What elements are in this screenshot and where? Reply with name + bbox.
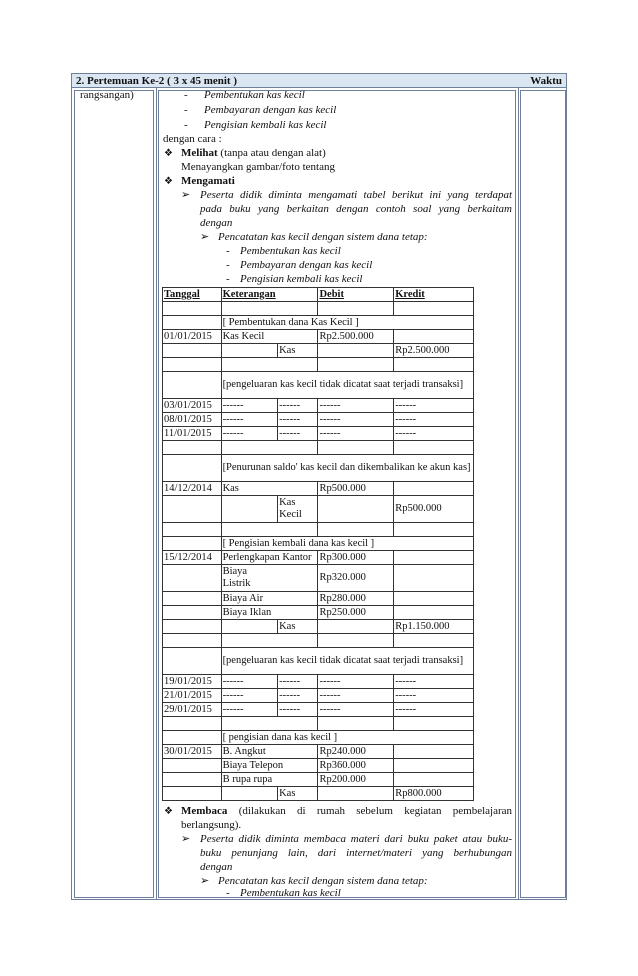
- section-label: [ pengisian dana kas kecil ]: [221, 731, 473, 745]
- cell-date: 14/12/2014: [163, 482, 222, 496]
- dash-bullet: -: [226, 259, 230, 271]
- mengamati-sub: Pencatatan kas kecil dengan sistem dana tetap:: [218, 231, 428, 243]
- waktu-header: Waktu: [530, 75, 562, 87]
- cell-keterangan: Kas: [278, 344, 318, 358]
- cell-dash: ------: [221, 675, 278, 689]
- section-label: [Penurunan saldo' kas kecil dan dikembalikan ke akun kas]: [221, 455, 473, 482]
- cell-debit: Rp360.000: [318, 759, 394, 773]
- membaca-label: Membaca: [181, 805, 228, 817]
- table-row: [163, 675, 474, 689]
- cell-dash: ------: [318, 399, 394, 413]
- membaca-text-2: buku penunjang lain, dari internet/materi yang berhubungan: [200, 847, 512, 859]
- cell-dash: ------: [221, 689, 278, 703]
- table-row: [163, 413, 474, 427]
- table-header-row: [71, 73, 567, 88]
- table-row: [163, 703, 474, 717]
- cell-debit: Rp320.000: [318, 565, 394, 592]
- cell-kredit: Rp2.500.000: [394, 344, 474, 358]
- mengamati-item: Pengisian kembali kas kecil: [240, 273, 363, 285]
- table-row: [163, 787, 474, 801]
- cell-dash: ------: [318, 703, 394, 717]
- table-row: [163, 441, 474, 455]
- waktu-cell-border: [520, 90, 566, 898]
- table-row: [163, 648, 474, 675]
- arrow-bullet-icon: ➢: [200, 875, 210, 887]
- melihat-line: [181, 147, 326, 160]
- membaca-text-1: Peserta didik diminta membaca materi dari buku paket atau buku-: [200, 833, 512, 845]
- table-row: [163, 455, 474, 482]
- cell-date: 15/12/2014: [163, 551, 222, 565]
- cell-date: 29/01/2015: [163, 703, 222, 717]
- table-row: [163, 717, 474, 731]
- membaca-rest: (dilakukan di rumah sebelum kegiatan pembelajaran: [227, 805, 512, 817]
- table-row: [163, 330, 474, 344]
- section-label: [pengeluaran kas kecil tidak dicatat saat terjadi transaksi]: [221, 372, 473, 399]
- table-row: [163, 302, 474, 316]
- cell-dash: ------: [278, 427, 318, 441]
- table-row: [163, 551, 474, 565]
- diamond-bullet-icon: ❖: [164, 148, 173, 159]
- column-divider-2: [518, 88, 519, 899]
- melihat-label: Melihat: [181, 147, 218, 159]
- cell-debit: Rp300.000: [318, 551, 394, 565]
- section-label: [ Pengisian kembali dana kas kecil ]: [221, 537, 473, 551]
- cell-dash: ------: [221, 427, 278, 441]
- arrow-bullet-icon: ➢: [181, 189, 191, 201]
- table-row: [163, 372, 474, 399]
- mengamati-label: Mengamati: [181, 175, 235, 187]
- cell-date: 03/01/2015: [163, 399, 222, 413]
- cell-debit: Rp2.500.000: [318, 330, 394, 344]
- cell-kredit: Rp500.000: [394, 496, 474, 523]
- membaca-item: Pembentukan kas kecil: [240, 887, 341, 899]
- table-header: [163, 288, 474, 302]
- membaca-line: [181, 805, 512, 818]
- table-row: [163, 689, 474, 703]
- melihat-rest: (tanpa atau dengan alat): [217, 147, 326, 159]
- cell-date: 01/01/2015: [163, 330, 222, 344]
- cell-keterangan: Kas Kecil: [278, 496, 318, 523]
- cell-kredit: Rp1.150.000: [394, 620, 474, 634]
- left-cell-border: [74, 90, 154, 898]
- cell-keterangan: Kas: [221, 482, 318, 496]
- section-label: [ Pembentukan dana Kas Kecil ]: [221, 316, 473, 330]
- table-row: [163, 773, 474, 787]
- table-row: [163, 745, 474, 759]
- arrow-bullet-icon: ➢: [181, 833, 191, 845]
- cell-keterangan: Kas: [278, 787, 318, 801]
- cell-keterangan: Biaya Listrik: [221, 565, 318, 592]
- mengamati-item: Pembayaran dengan kas kecil: [240, 259, 373, 271]
- diamond-bullet-icon: ❖: [164, 806, 173, 817]
- membaca-text-3: dengan: [200, 861, 233, 873]
- table-row: [163, 565, 474, 592]
- dash-bullet: -: [226, 245, 230, 257]
- cell-dash: ------: [318, 413, 394, 427]
- header-keterangan: Keterangan: [221, 288, 318, 302]
- table-row: [163, 537, 474, 551]
- section-label: [pengeluaran kas kecil tidak dicatat saat terjadi transaksi]: [221, 648, 473, 675]
- melihat-desc: Menayangkan gambar/foto tentang: [181, 161, 335, 173]
- mengamati-text-2: pada buku yang berkaitan dengan contoh soal yang berkaitam: [200, 203, 512, 215]
- cell-dash: ------: [394, 427, 474, 441]
- mengamati-text-1: Peserta didik diminta mengamati tabel berikut ini yang terdapat: [200, 189, 512, 201]
- cell-keterangan: Biaya Telepon: [221, 759, 318, 773]
- cell-dash: ------: [394, 413, 474, 427]
- header-tanggal: Tanggal: [163, 288, 222, 302]
- cell-debit: Rp280.000: [318, 592, 394, 606]
- cell-keterangan: Perlengkapan Kantor: [221, 551, 318, 565]
- table-row: [163, 731, 474, 745]
- intro-item: Pembentukan kas kecil: [204, 89, 305, 101]
- header-kredit: Kredit: [394, 288, 474, 302]
- table-row: [163, 316, 474, 330]
- table-row: [163, 399, 474, 413]
- cell-dash: ------: [394, 703, 474, 717]
- cell-debit: Rp250.000: [318, 606, 394, 620]
- dash-bullet: -: [226, 273, 230, 285]
- table-row: [163, 344, 474, 358]
- dash-bullet: -: [184, 104, 188, 116]
- cell-dash: ------: [278, 675, 318, 689]
- session-title: 2. Pertemuan Ke-2 ( 3 x 45 menit ): [76, 75, 237, 87]
- membaca-rest-2: berlangsung).: [181, 819, 242, 831]
- dash-bullet: -: [184, 119, 188, 131]
- table-row: [163, 482, 474, 496]
- intro-item: Pengisian kembali kas kecil: [204, 119, 327, 131]
- cell-kredit: Rp800.000: [394, 787, 474, 801]
- cell-dash: ------: [394, 399, 474, 413]
- cell-dash: ------: [221, 399, 278, 413]
- cell-debit: Rp500.000: [318, 482, 394, 496]
- dengan-cara: dengan cara :: [163, 133, 222, 145]
- table-row: [163, 358, 474, 372]
- cell-dash: ------: [394, 675, 474, 689]
- cell-keterangan: B rupa rupa: [221, 773, 318, 787]
- dash-bullet: -: [184, 89, 188, 101]
- cell-date: 30/01/2015: [163, 745, 222, 759]
- arrow-bullet-icon: ➢: [200, 231, 210, 243]
- mengamati-item: Pembentukan kas kecil: [240, 245, 341, 257]
- cell-dash: ------: [394, 689, 474, 703]
- cell-dash: ------: [221, 703, 278, 717]
- cell-date: 08/01/2015: [163, 413, 222, 427]
- cell-dash: ------: [278, 399, 318, 413]
- table-row: [163, 759, 474, 773]
- column-divider-1: [156, 88, 157, 899]
- membaca-sub: Pencatatan kas kecil dengan sistem dana tetap:: [218, 875, 428, 887]
- left-column-text: rangsangan): [80, 89, 134, 101]
- table-row: [163, 427, 474, 441]
- cell-dash: ------: [221, 413, 278, 427]
- cell-date: 11/01/2015: [163, 427, 222, 441]
- petty-cash-ledger-table: [162, 287, 474, 801]
- table-row: [163, 592, 474, 606]
- table-row: [163, 634, 474, 648]
- cell-dash: ------: [318, 427, 394, 441]
- cell-date: 19/01/2015: [163, 675, 222, 689]
- table-row: [163, 620, 474, 634]
- cell-dash: ------: [278, 689, 318, 703]
- cell-dash: ------: [278, 703, 318, 717]
- dash-bullet: -: [226, 887, 230, 899]
- cell-keterangan: B. Angkut: [221, 745, 318, 759]
- cell-dash: ------: [278, 413, 318, 427]
- table-row: [163, 606, 474, 620]
- cell-dash: ------: [318, 675, 394, 689]
- table-row: [163, 496, 474, 523]
- cell-keterangan: Biaya Iklan: [221, 606, 318, 620]
- cell-dash: ------: [318, 689, 394, 703]
- cell-debit: Rp240.000: [318, 745, 394, 759]
- cell-keterangan: Kas: [278, 620, 318, 634]
- intro-item: Pembayaran dengan kas kecil: [204, 104, 337, 116]
- table-row: [163, 523, 474, 537]
- mengamati-text-3: dengan: [200, 217, 233, 229]
- cell-date: 21/01/2015: [163, 689, 222, 703]
- diamond-bullet-icon: ❖: [164, 176, 173, 187]
- cell-keterangan: Biaya Air: [221, 592, 318, 606]
- cell-debit: Rp200.000: [318, 773, 394, 787]
- cell-keterangan: Kas Kecil: [221, 330, 318, 344]
- header-debit: Debit: [318, 288, 394, 302]
